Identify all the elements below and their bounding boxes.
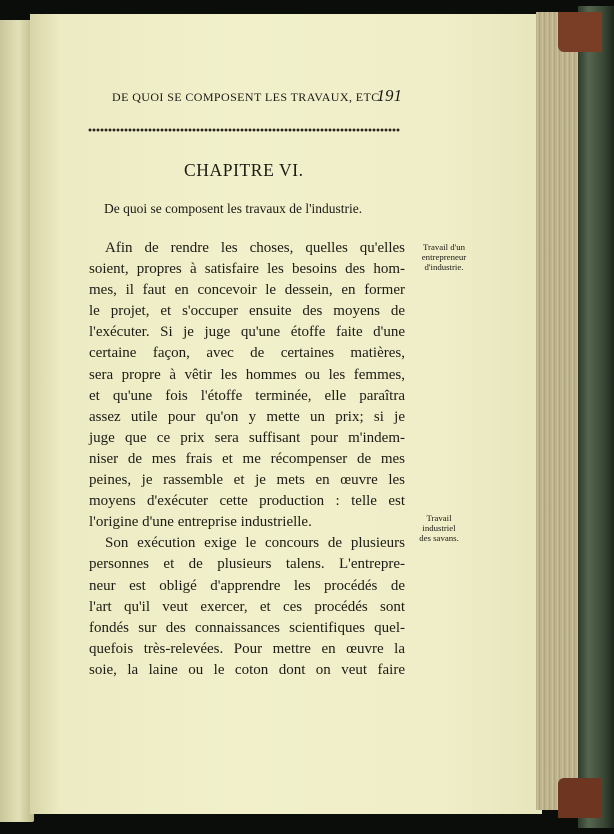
body-line: l'exécuter. Si je juge qu'une étoffe faite d'une <box>89 324 405 341</box>
body-text <box>89 238 405 681</box>
margin-note-line: industriel <box>422 523 456 533</box>
chapter-subtitle: De quoi se composent les travaux de l'industrie. <box>104 201 363 216</box>
leather-corner-bottom <box>558 778 602 818</box>
page-number: 191 <box>376 86 402 105</box>
running-title: DE QUOI SE COMPOSENT LES TRAVAUX, ETC. <box>112 90 384 104</box>
margin-note-line: Travail <box>426 513 452 523</box>
body-line: soie, la laine ou le coton dont on veut faire <box>89 661 405 678</box>
body-line: niser de mes frais et me récompenser de mes <box>89 450 405 467</box>
margin-note-savants <box>401 513 477 543</box>
body-line: soient, propres à satisfaire les besoins des hom- <box>89 261 405 278</box>
margin-note-entrepreneur <box>406 242 482 272</box>
body-line: certaine façon, avec de certaines matières, <box>89 345 405 362</box>
running-header <box>112 86 402 108</box>
page-stack-edges <box>536 12 582 810</box>
body-line: peines, je rassemble et je mets en œuvre les <box>89 472 405 489</box>
dotted-rule <box>88 128 400 134</box>
body-line: mes, il faut en concevoir le dessein, en former <box>89 282 405 299</box>
body-line: et qu'une fois l'étoffe terminée, elle paraîtra <box>89 387 405 404</box>
body-line: Son exécution exige le concours de plusieurs <box>105 535 405 552</box>
body-line: l'art qu'il veut exercer, et ces procédés sont <box>89 598 405 615</box>
body-line: quefois très-relevées. Pour mettre en œuvre la <box>89 640 405 657</box>
body-line: fondés sur des connaissances scientifiques quel- <box>89 619 405 636</box>
body-line: Afin de rendre les choses, quelles qu'elles <box>105 240 405 256</box>
body-line: l'origine d'une entreprise industrielle. <box>89 514 312 531</box>
chapter-title: CHAPITRE VI. <box>184 160 304 180</box>
book-cover <box>578 6 614 828</box>
leather-corner-top <box>558 12 602 52</box>
body-line: juge que ce prix sera suffisant pour m'indem- <box>89 429 405 446</box>
margin-note-line: des savans. <box>419 533 459 543</box>
body-line: le projet, et s'occuper ensuite des moyens de <box>89 303 405 320</box>
body-line: assez utile pour qu'on y mette un prix; si je <box>89 408 405 425</box>
margin-note-line: Travail d'un <box>422 242 466 252</box>
previous-page-edge <box>0 20 34 822</box>
body-line: personnes et de plusieurs talens. L'entrepre- <box>89 556 405 573</box>
body-line: sera propre à vêtir les hommes ou les femmes, <box>89 366 405 383</box>
margin-note-line: entrepreneur <box>421 252 467 262</box>
margin-note-line: d'industrie. <box>424 262 464 272</box>
body-line: neur est obligé d'apprendre les procédés de <box>89 577 405 594</box>
body-line: moyens d'exécuter cette production : telle est <box>89 493 405 510</box>
